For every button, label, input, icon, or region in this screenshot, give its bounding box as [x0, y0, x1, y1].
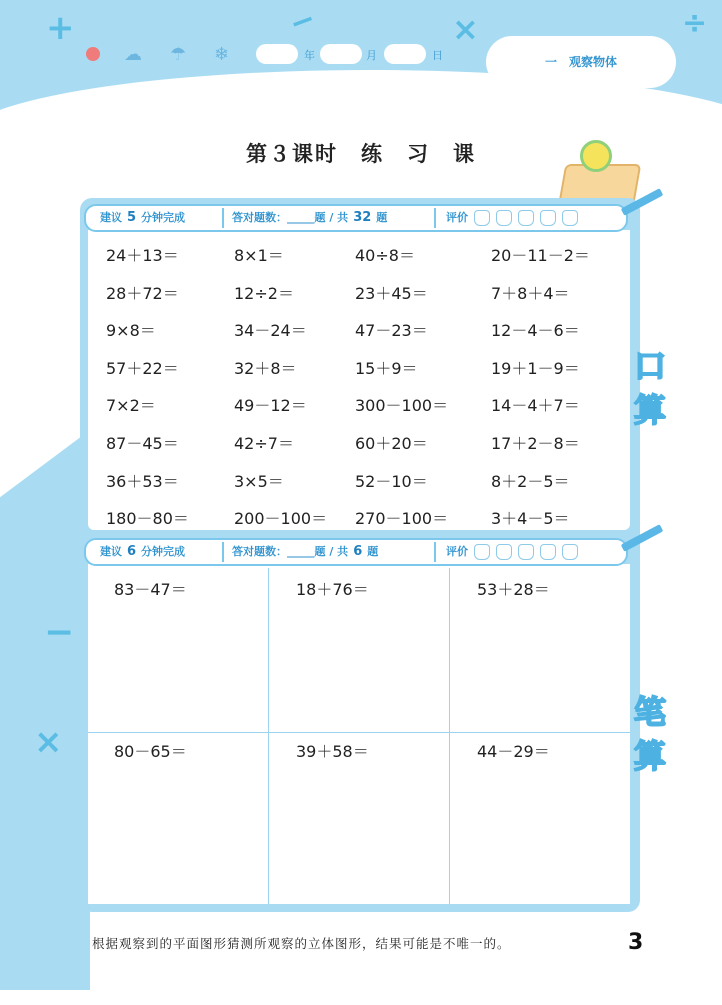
oral-question: 40÷8＝ — [355, 246, 415, 265]
suggest-prefix: 建议 — [100, 545, 122, 558]
plus-icon: + — [46, 8, 75, 48]
oral-question: 3×5＝ — [234, 471, 284, 491]
rain-icon[interactable]: ☂ — [170, 44, 187, 65]
oral-question: 47－23＝ — [355, 321, 428, 341]
oral-question: 7×2＝ — [106, 396, 156, 416]
score-count — [232, 206, 387, 230]
day-label: 日 — [432, 49, 443, 62]
total-suffix: 题 — [376, 211, 388, 224]
oral-question: 8×1＝ — [234, 246, 284, 265]
oral-question: 49－12＝ — [234, 396, 307, 416]
total-count: 32 — [353, 210, 372, 225]
thumb-icon[interactable] — [540, 544, 556, 560]
flower-icon — [580, 140, 612, 172]
partly-cloudy-icon[interactable]: ☁ — [124, 44, 142, 65]
minus-icon: − — [284, 0, 321, 43]
oral-question: 8＋2－5＝ — [491, 471, 570, 491]
day-field[interactable] — [384, 44, 426, 64]
correct-label: 答对题数： — [232, 545, 287, 558]
oral-question: 12－4－6＝ — [491, 321, 580, 341]
rating-label: 评价 — [446, 545, 468, 558]
total-count: 6 — [353, 544, 363, 559]
year-field[interactable] — [256, 44, 298, 64]
written-question: 53＋28＝ — [477, 580, 550, 599]
times-icon: × — [34, 722, 63, 762]
total-suffix: 题 — [367, 545, 379, 558]
oral-question: 24＋13＝ — [106, 246, 179, 265]
written-question: 39＋58＝ — [296, 742, 369, 761]
oral-question: 28＋72＝ — [106, 283, 179, 303]
written-side-label — [628, 690, 672, 778]
written-info-bar — [84, 538, 628, 566]
total-label: 题 / 共 — [314, 545, 349, 558]
oral-question: 180－80＝ — [106, 509, 189, 529]
oral-question: 19＋1－9＝ — [491, 358, 580, 378]
correct-label: 答对题数： — [232, 211, 287, 224]
rating — [446, 540, 578, 564]
thumb-icon[interactable] — [496, 210, 512, 226]
side-char: 算 — [633, 391, 666, 429]
suggest-time — [100, 206, 185, 230]
suggest-suffix: 分钟完成 — [141, 211, 186, 224]
side-decoration — [0, 430, 90, 990]
oral-question: 32＋8＝ — [234, 358, 297, 378]
oral-question: 87－45＝ — [106, 434, 179, 453]
score-count — [232, 540, 378, 564]
footer-tip: 根据观察到的平面图形猜测所观察的立体图形，结果可能是不唯一的。 — [92, 936, 511, 951]
side-char: 笔 — [633, 693, 666, 731]
times-icon: × — [452, 10, 479, 48]
minus-icon: − — [44, 612, 75, 653]
correct-blank[interactable]: _____ — [287, 211, 315, 224]
thumb-icon[interactable] — [474, 210, 490, 226]
chapter-title: 一 观察物体 — [544, 55, 617, 69]
page-title: 第３课时 练 习 课 — [246, 142, 476, 166]
page-number: 3 — [628, 930, 644, 955]
oral-question: 52－10＝ — [355, 471, 428, 491]
oral-question: 7＋8＋4＝ — [491, 283, 570, 303]
thumb-icon[interactable] — [474, 544, 490, 560]
thumb-icon[interactable] — [562, 544, 578, 560]
grid-line — [268, 568, 269, 904]
sun-icon[interactable] — [86, 47, 100, 61]
oral-question: 14－4＋7＝ — [491, 396, 580, 416]
oral-question: 200－100＝ — [234, 509, 328, 529]
side-char: 口 — [633, 347, 666, 385]
written-question: 44－29＝ — [477, 742, 550, 761]
written-question: 80－65＝ — [114, 742, 187, 761]
suggest-time — [100, 540, 185, 564]
divider — [222, 542, 224, 562]
snow-icon[interactable]: ❄ — [214, 44, 230, 65]
oral-side-label — [628, 344, 672, 432]
thumb-icon[interactable] — [518, 210, 534, 226]
oral-question: 300－100＝ — [355, 396, 449, 416]
written-question: 83－47＝ — [114, 580, 187, 599]
written-question: 18＋76＝ — [296, 580, 369, 599]
oral-question: 17＋2－8＝ — [491, 434, 580, 453]
oral-question: 9×8＝ — [106, 321, 156, 341]
written-section — [88, 564, 630, 904]
thumb-icon[interactable] — [562, 210, 578, 226]
oral-question: 36＋53＝ — [106, 471, 179, 491]
month-field[interactable] — [320, 44, 362, 64]
oral-question: 23＋45＝ — [355, 283, 428, 303]
divider — [434, 208, 436, 228]
oral-question: 34－24＝ — [234, 321, 307, 341]
divider — [434, 542, 436, 562]
thumb-icon[interactable] — [496, 544, 512, 560]
thumb-icon[interactable] — [540, 210, 556, 226]
oral-question: 270－100＝ — [355, 509, 449, 529]
suggest-suffix: 分钟完成 — [141, 545, 186, 558]
thumb-icon[interactable] — [518, 544, 534, 560]
rating — [446, 206, 578, 230]
total-label: 题 / 共 — [314, 211, 349, 224]
suggest-minutes: 5 — [127, 210, 137, 225]
divide-icon: ÷ — [682, 6, 708, 41]
grid-line — [449, 568, 450, 904]
oral-question: 15＋9＝ — [355, 358, 418, 378]
grid-line — [88, 732, 630, 733]
year-label: 年 — [304, 49, 315, 62]
side-char: 算 — [633, 737, 666, 775]
oral-question: 42÷7＝ — [234, 434, 294, 453]
oral-info-bar — [84, 204, 628, 232]
oral-question: 20－11－2＝ — [491, 246, 590, 265]
divider — [222, 208, 224, 228]
oral-question: 12÷2＝ — [234, 283, 294, 303]
oral-question: 3＋4－5＝ — [491, 509, 570, 529]
correct-blank[interactable]: _____ — [287, 545, 315, 558]
month-label: 月 — [366, 49, 377, 62]
suggest-prefix: 建议 — [100, 211, 122, 224]
suggest-minutes: 6 — [127, 544, 137, 559]
rating-label: 评价 — [446, 211, 468, 224]
oral-question: 57＋22＝ — [106, 358, 179, 378]
oral-question: 60＋20＝ — [355, 434, 428, 453]
